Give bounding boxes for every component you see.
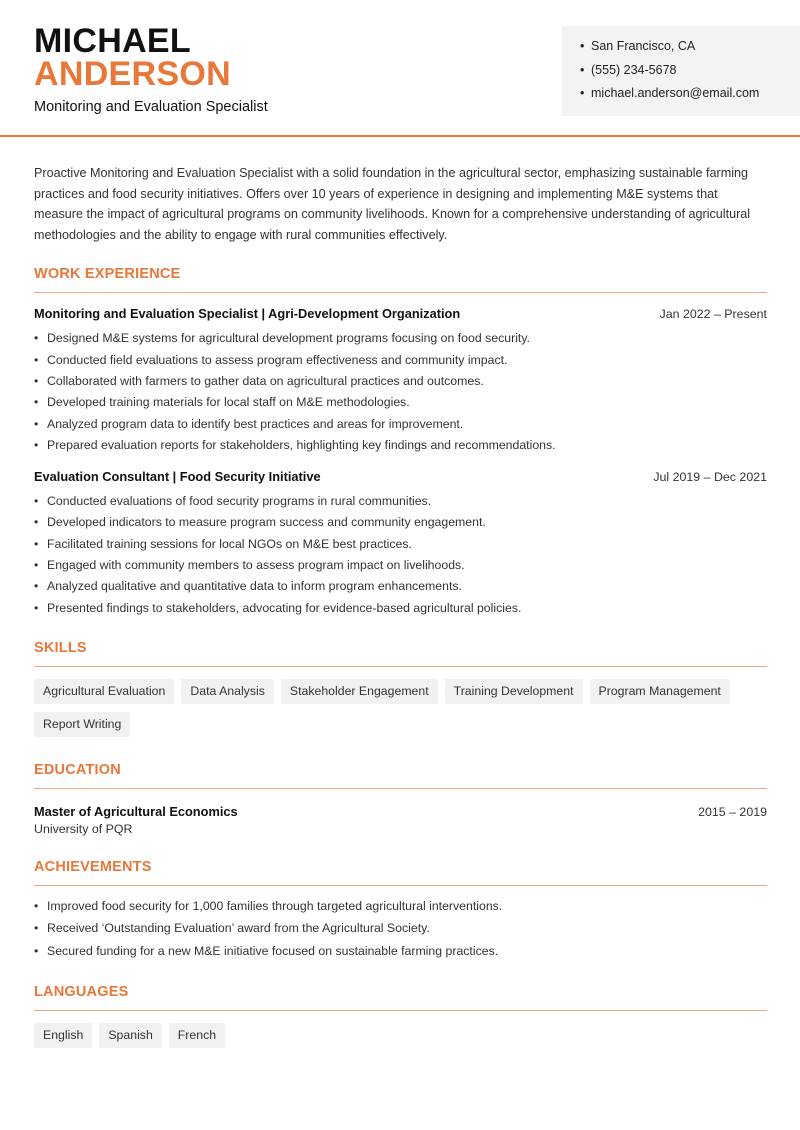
bullet-icon <box>34 578 47 599</box>
list-item <box>34 920 767 943</box>
degree: Master of Agricultural Economics <box>34 803 238 819</box>
education-dates: 2015 – 2019 <box>698 804 767 819</box>
job-dates: Jan 2022 – Present <box>659 307 767 322</box>
language-tag: English <box>34 1023 92 1048</box>
contact-email <box>580 85 800 109</box>
resume-header <box>0 0 800 137</box>
bullet-icon <box>34 920 47 943</box>
job-entry <box>34 306 767 458</box>
skill-tag: Data Analysis <box>181 679 274 704</box>
list-item <box>34 437 767 458</box>
list-item <box>34 330 767 351</box>
bullet-icon <box>34 330 47 351</box>
languages-section <box>34 984 767 1048</box>
skill-tag: Program Management <box>590 679 730 704</box>
contact-phone <box>580 62 800 86</box>
resume-body <box>34 163 767 1048</box>
list-item <box>34 416 767 437</box>
section-title-achievements: ACHIEVEMENTS <box>34 859 767 886</box>
list-item <box>34 578 767 599</box>
list-item-text: Analyzed qualitative and quantitative data to inform program enhancements. <box>47 579 462 594</box>
bullet-icon <box>34 416 47 437</box>
list-item-text: Analyzed program data to identify best practices and areas for improvement. <box>47 416 464 431</box>
job-entry <box>34 469 767 621</box>
job-bullets <box>34 493 767 621</box>
job-bullets <box>34 330 767 458</box>
job-title: Monitoring and Evaluation Specialist <box>34 99 268 115</box>
list-item-text: Developed training materials for local staff on M&E methodologies. <box>47 395 410 410</box>
list-item-text: Improved food security for 1,000 families through targeted agricultural interventions. <box>47 898 503 913</box>
list-item-text: Designed M&E systems for agricultural development programs focusing on food security. <box>47 331 530 346</box>
bullet-icon <box>580 38 591 55</box>
list-item-text: Secured funding for a new M&E initiative focused on sustainable farming practices. <box>47 943 499 958</box>
section-title-skills: SKILLS <box>34 640 767 667</box>
list-item <box>34 493 767 514</box>
education-header <box>34 804 767 819</box>
bullet-icon <box>34 493 47 514</box>
list-item <box>34 394 767 415</box>
work-experience-section <box>34 266 767 621</box>
skills-tags <box>34 679 767 737</box>
list-item <box>34 352 767 373</box>
skill-tag: Report Writing <box>34 712 130 737</box>
email-text: michael.anderson@email.com <box>591 86 760 100</box>
bullet-icon <box>580 62 591 79</box>
achievements-list <box>34 898 767 966</box>
bullet-icon <box>34 898 47 921</box>
achievements-section <box>34 859 767 966</box>
phone-text: (555) 234-5678 <box>591 62 677 77</box>
location-text: San Francisco, CA <box>591 39 696 53</box>
education-entry <box>34 804 767 836</box>
list-item <box>34 514 767 535</box>
list-item <box>34 373 767 394</box>
skill-tag: Training Development <box>445 679 583 704</box>
language-tag: French <box>169 1023 225 1048</box>
job-dates: Jul 2019 – Dec 2021 <box>653 470 767 485</box>
list-item-text: Conducted evaluations of food security programs in rural communities. <box>47 494 432 509</box>
skill-tag: Agricultural Evaluation <box>34 679 174 704</box>
list-item-text: Collaborated with farmers to gather data on agricultural practices and outcomes. <box>47 373 484 388</box>
list-item-text: Engaged with community members to assess program impact on livelihoods. <box>47 558 465 573</box>
bullet-icon <box>34 394 47 415</box>
list-item-text: Received ‘Outstanding Evaluation’ award from the Agricultural Society. <box>47 921 430 936</box>
contact-box <box>562 26 800 116</box>
list-item-text: Facilitated training sessions for local NGOs on M&E best practices. <box>47 536 412 551</box>
skills-section <box>34 640 767 737</box>
section-title-languages: LANGUAGES <box>34 984 767 1011</box>
bullet-icon <box>34 536 47 557</box>
list-item <box>34 943 767 966</box>
summary: Proactive Monitoring and Evaluation Specialist with a solid foundation in the agricultural sector, emphasizing sustainable farming practices and food security initiatives. Offers over 10 years of experience in designing and implementing M&E systems that measure the impact of agricultural programs on community livelihoods. Known for a comprehensive understanding of agricultural methodologies and the ability to engage with rural communities effectively. <box>34 166 751 242</box>
bullet-icon <box>580 85 591 102</box>
school: University of PQR <box>34 821 133 836</box>
list-item <box>34 536 767 557</box>
first-name: MICHAEL <box>34 22 191 60</box>
job-role: Evaluation Consultant | Food Security Initiative <box>34 469 321 485</box>
education-section <box>34 762 767 836</box>
list-item-text: Conducted field evaluations to assess program effectiveness and community impact. <box>47 352 508 367</box>
list-item-text: Presented findings to stakeholders, advocating for evidence-based agricultural policies. <box>47 600 522 615</box>
list-item <box>34 898 767 921</box>
languages-tags <box>34 1023 767 1048</box>
last-name: ANDERSON <box>34 55 231 93</box>
contact-location <box>580 38 800 62</box>
list-item <box>34 557 767 578</box>
list-item-text: Developed indicators to measure program success and community engagement. <box>47 515 486 530</box>
bullet-icon <box>34 373 47 394</box>
bullet-icon <box>34 600 47 621</box>
list-item <box>34 600 767 621</box>
skill-tag: Stakeholder Engagement <box>281 679 438 704</box>
bullet-icon <box>34 557 47 578</box>
bullet-icon <box>34 514 47 535</box>
job-role: Monitoring and Evaluation Specialist | Agri-Development Organization <box>34 306 461 322</box>
job-header <box>34 469 767 484</box>
language-tag: Spanish <box>99 1023 161 1048</box>
section-title-work: WORK EXPERIENCE <box>34 266 767 293</box>
list-item-text: Prepared evaluation reports for stakeholders, highlighting key findings and recommendations. <box>47 437 556 452</box>
job-header <box>34 306 767 321</box>
bullet-icon <box>34 943 47 966</box>
bullet-icon <box>34 437 47 458</box>
section-title-education: EDUCATION <box>34 762 767 789</box>
bullet-icon <box>34 352 47 373</box>
